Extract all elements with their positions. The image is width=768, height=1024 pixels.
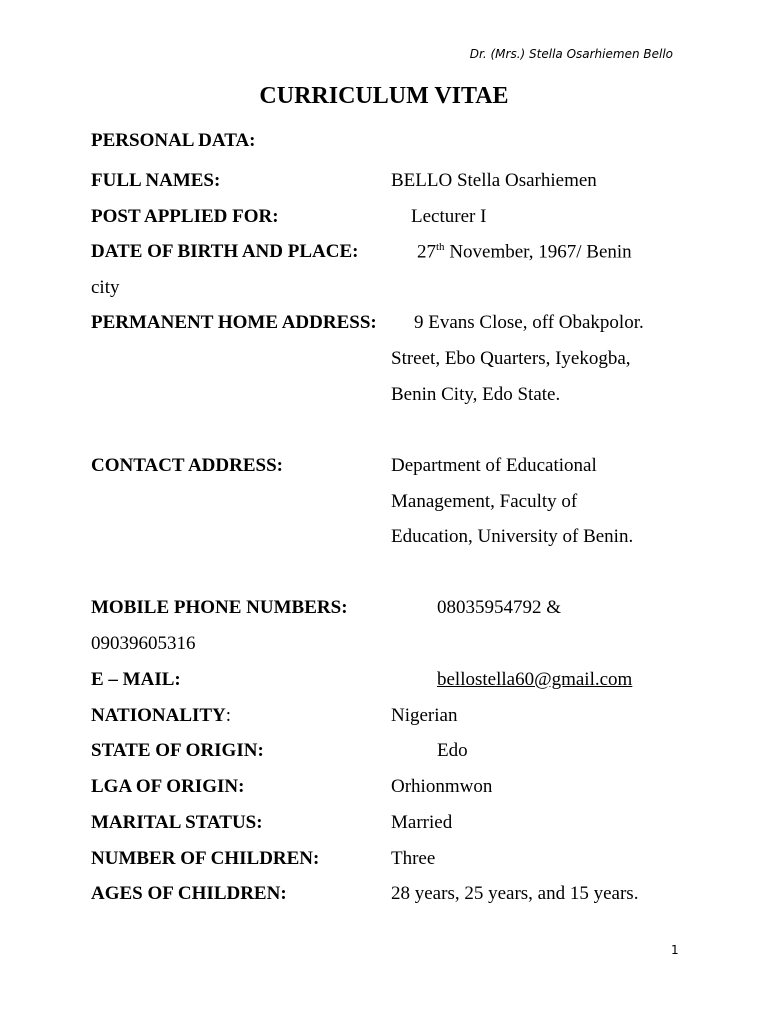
dob-wrap: city [91, 277, 120, 298]
contact-address-label: CONTACT ADDRESS: [91, 455, 283, 476]
dob-value [417, 241, 632, 263]
lga-value: Orhionmwon [391, 776, 493, 797]
nationality-colon: : [225, 705, 232, 726]
contact-address-line-3: Education, University of Benin. [391, 526, 634, 547]
lga-label: LGA OF ORIGIN: [91, 776, 245, 797]
dob-day: 27 [417, 241, 436, 263]
post-label: POST APPLIED FOR: [91, 206, 279, 227]
state-label: STATE OF ORIGIN: [91, 740, 264, 761]
contact-address-line-2: Management, Faculty of [391, 491, 578, 512]
mobile-value: 08035954792 & [437, 597, 562, 618]
full-names-label: FULL NAMES: [91, 170, 221, 191]
nationality-value: Nigerian [391, 705, 458, 726]
home-address-line-2: Street, Ebo Quarters, Iyekogba, [391, 348, 631, 369]
children-label: NUMBER OF CHILDREN: [91, 848, 320, 869]
home-address-line-1: 9 Evans Close, off Obakpolor. [414, 312, 644, 333]
ages-value: 28 years, 25 years, and 15 years. [391, 883, 639, 904]
nationality-label-text: NATIONALITY [91, 705, 226, 726]
post-value: Lecturer I [411, 206, 487, 227]
marital-value: Married [391, 812, 453, 833]
header-author: Dr. (Mrs.) Stella Osarhiemen Bello [469, 47, 673, 61]
email-link[interactable]: bellostella60@gmail.com [437, 669, 633, 690]
home-address-label: PERMANENT HOME ADDRESS: [91, 312, 377, 333]
section-heading: PERSONAL DATA: [91, 130, 256, 151]
marital-label: MARITAL STATUS: [91, 812, 263, 833]
contact-address-line-1: Department of Educational [391, 455, 597, 476]
mobile-wrap: 09039605316 [91, 633, 196, 654]
email-label: E – MAIL: [91, 669, 181, 690]
dob-rest: November, 1967/ Benin [444, 241, 632, 263]
dob-suffix: th [436, 241, 445, 253]
mobile-label: MOBILE PHONE NUMBERS: [91, 597, 348, 618]
state-value: Edo [437, 740, 468, 761]
children-value: Three [391, 848, 436, 869]
page-number: 1 [671, 943, 679, 957]
full-names-value: BELLO Stella Osarhiemen [391, 170, 597, 191]
document-title: CURRICULUM VITAE [259, 83, 509, 109]
dob-label: DATE OF BIRTH AND PLACE: [91, 241, 359, 262]
home-address-line-3: Benin City, Edo State. [391, 384, 561, 405]
ages-label: AGES OF CHILDREN: [91, 883, 287, 904]
nationality-label [91, 705, 231, 727]
